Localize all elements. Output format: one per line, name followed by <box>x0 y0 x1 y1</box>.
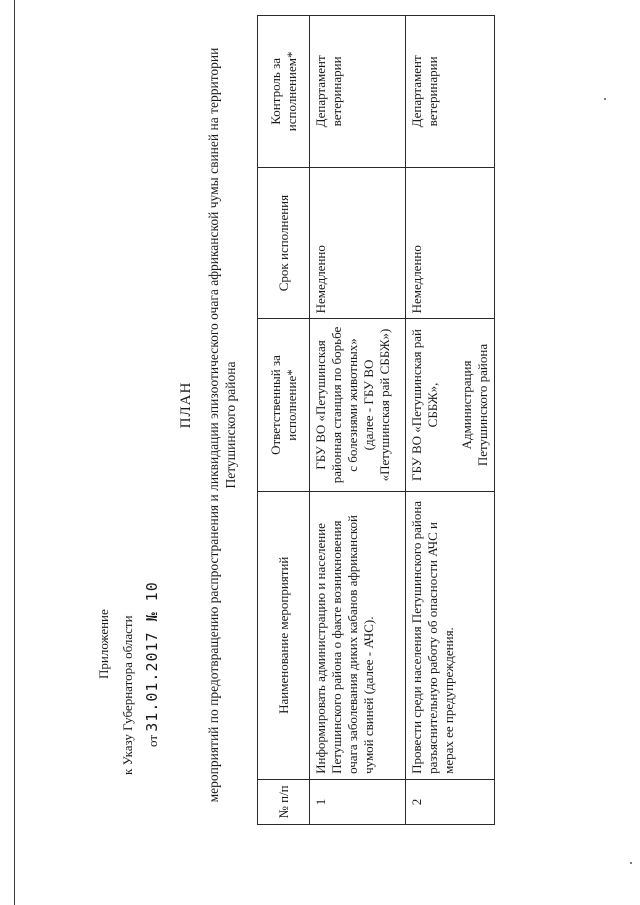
cell-responsible <box>406 319 495 491</box>
cell-responsible <box>310 319 406 491</box>
table-header-row <box>258 16 310 825</box>
appendix-date-prefix: от <box>145 734 160 747</box>
appendix-date-line <box>140 515 165 775</box>
appendix-label: Приложение <box>96 609 111 679</box>
header-term: Срок исполнения <box>258 167 310 319</box>
plan-title: ПЛАН <box>178 381 194 429</box>
plan-table <box>257 15 495 825</box>
cell-responsible-text: ГБУ ВО «Петушинская рай СББЖ», <box>409 329 440 481</box>
header-responsible: Ответственный за исполнение* <box>258 319 310 491</box>
cell-responsible-text: ГБУ ВО «Петушинская районная станция по борьбе с болезнями животных» (далее - ГБУ ВО «Петушинская рай СББЖ») <box>313 326 392 484</box>
cell-name: Информировать администрацию и население Петушинского района о факте возникновения очага заболевания диких кабанов африканской чумой свиней (далее - АЧС). <box>310 491 406 779</box>
cell-term: Немедленно <box>310 167 406 319</box>
header-num: № п/п <box>258 779 310 824</box>
appendix-block <box>92 515 165 775</box>
table-row <box>406 16 495 825</box>
table-row <box>310 16 406 825</box>
plan-subtitle: мероприятий по предотвращению распространения и ликвидации эпизоотического очага африканской чумы свиней на территории Петушинского района <box>206 47 238 803</box>
cell-num: 2 <box>406 779 495 824</box>
cell-term: Немедленно <box>406 167 495 319</box>
appendix-decree: к Указу Губернатора области <box>120 615 135 775</box>
header-control: Контроль за исполнением* <box>258 16 310 168</box>
cell-num: 1 <box>310 779 406 824</box>
cell-name: Провести среди населения Петушинского района разъяснительную работу об опасности АЧС и мерах ее предупреждения. <box>406 491 495 779</box>
cell-responsible-text-2: Администрация Петушинского района <box>459 343 490 467</box>
cell-control: Департамент ветеринарии <box>310 16 406 168</box>
appendix-date-number: 31.01.2017 № 10 <box>143 581 161 732</box>
cell-control: Департамент ветеринарии <box>406 16 495 168</box>
header-name: Наименование мероприятий <box>258 491 310 779</box>
